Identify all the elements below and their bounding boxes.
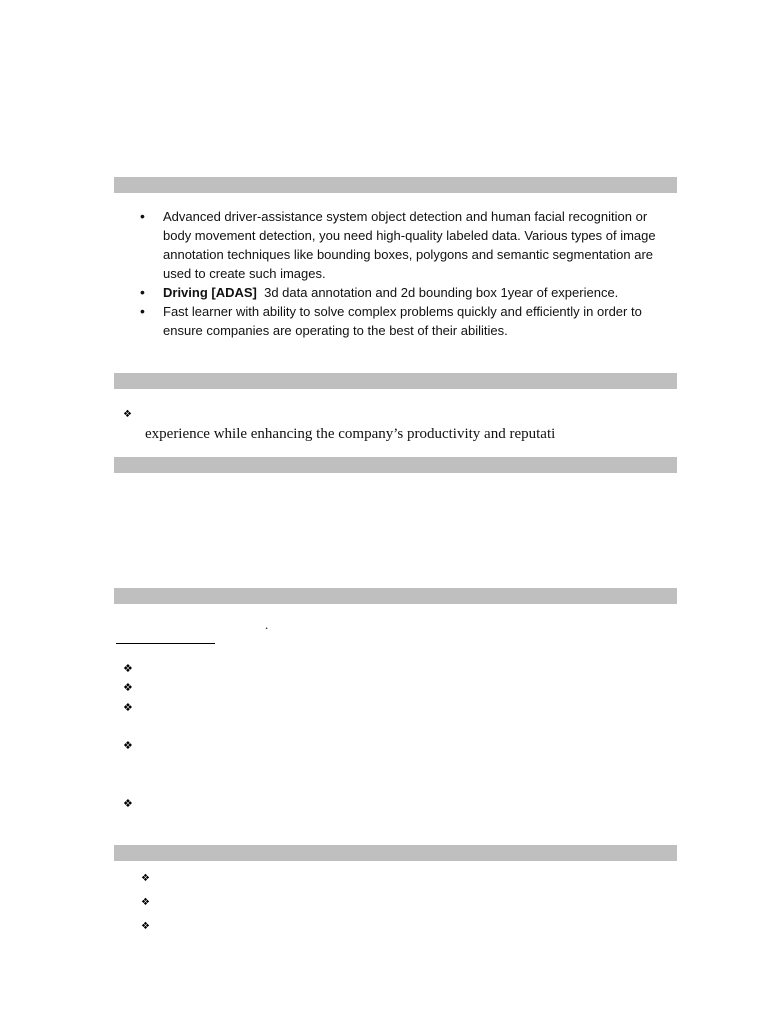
section-header-bar-5: [114, 845, 677, 861]
summary-item-3: [140, 302, 670, 340]
summary-item-2-bold: Driving [ADAS]: [163, 285, 257, 300]
list-bullet-icon-2: ❖: [123, 681, 133, 694]
summary-item-2-text: 3d data annotation and 2d bounding box 1year of experience.: [256, 285, 619, 300]
section-header-bar-3: [114, 457, 677, 473]
section-header-bar-4: [114, 588, 677, 604]
list-bullet-icon-8: ❖: [141, 921, 150, 932]
section-header-bar-2: [114, 373, 677, 389]
list-bullet-icon-6: ❖: [141, 873, 150, 884]
section-header-bar-1: [114, 177, 677, 193]
objective-bullet-icon: ❖: [123, 409, 132, 420]
list-bullet-icon-3: ❖: [123, 701, 133, 714]
summary-item-3-text: Fast learner with ability to solve complex problems quickly and efficiently in order to ensure companies are operating to the best of their abilities.: [163, 304, 642, 338]
summary-list: [140, 207, 670, 340]
summary-item-1-text: Advanced driver-assistance system object detection and human facial recognition or body movement detection, you need high-quality labeled data. Various types of image annotation techniques like bounding boxes, polygons and semantic segmentation are used to create such images.: [163, 209, 656, 281]
stray-dot: .: [265, 617, 269, 632]
underline-rule: [116, 643, 215, 644]
list-bullet-icon-5: ❖: [123, 797, 133, 810]
summary-item-2: [140, 283, 670, 302]
objective-text: experience while enhancing the company’s productivity and reputati: [145, 426, 556, 442]
list-bullet-icon-7: ❖: [141, 897, 150, 908]
summary-item-1: [140, 207, 670, 283]
list-bullet-icon-1: ❖: [123, 662, 133, 675]
list-bullet-icon-4: ❖: [123, 739, 133, 752]
